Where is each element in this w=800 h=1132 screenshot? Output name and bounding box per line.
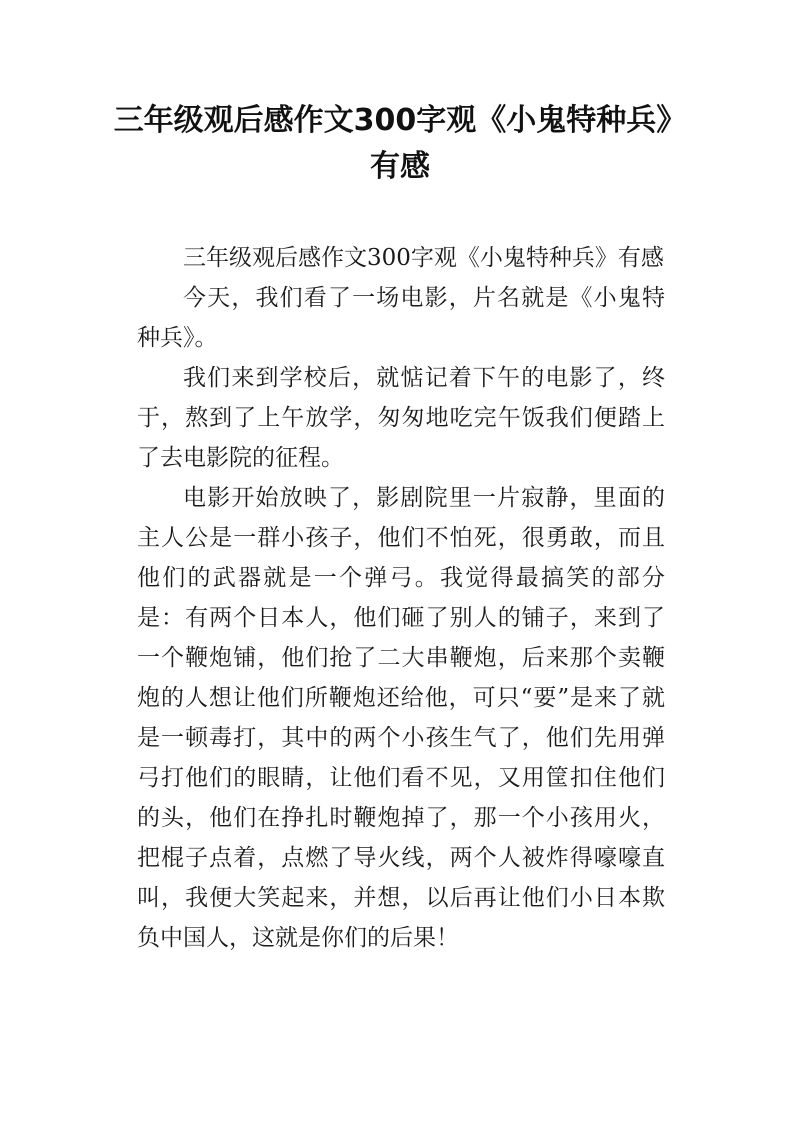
document-body xyxy=(137,238,665,958)
paragraph: 三年级观后感作文300字观《小鬼特种兵》有感 xyxy=(183,245,664,271)
paragraph: 电影开始放映了，影剧院里一片寂静，里面的主人公是一群小孩子，他们不怕死，很勇敢，而且他们的武器就是一个弹弓。我觉得最搞笑的部分是：有两个日本人，他们砸了别人的铺子，来到了一个鞭炮铺，他们抢了二大串鞭炮，后来那个卖鞭炮的人想让他们所鞭炮还给他，可只“要”是来了就是一顿毒打，其中的两个小孩生气了，他们先用弹弓打他们的眼睛，让他们看不见，又用筐扣住他们的头，他们在挣扎时鞭炮掉了，那一个小孩用火，把棍子点着，点燃了导火线，两个人被炸得嚎嚎直叫，我便大笑起来，并想，以后再让他们小日本欺负中国人，这就是你们的后果！ xyxy=(137,485,665,951)
paragraph: 今天，我们看了一场电影，片名就是《小鬼特种兵》。 xyxy=(137,285,665,351)
paragraph: 我们来到学校后，就惦记着下午的电影了，终于，熬到了上午放学，匆匆地吃完午饭我们便踏上了去电影院的征程。 xyxy=(137,365,665,471)
document-title: 三年级观后感作文300字观《小鬼特种兵》有感 xyxy=(113,103,687,184)
